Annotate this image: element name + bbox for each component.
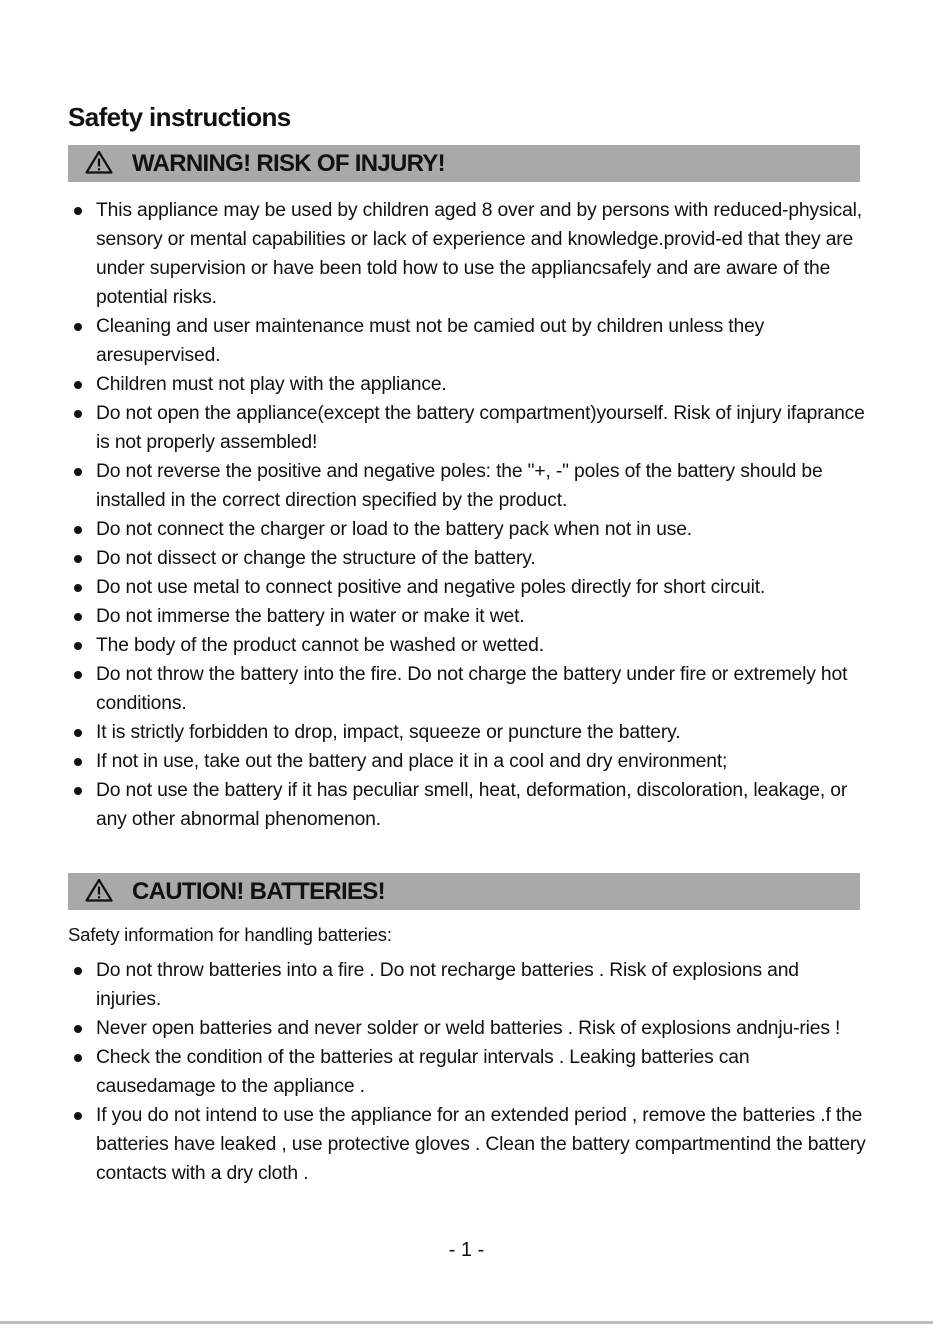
list-item bbox=[96, 573, 866, 602]
list-item-text: Do not dissect or change the structure of the battery. bbox=[96, 548, 536, 569]
bullet-dot-icon bbox=[74, 207, 82, 215]
list-item-text: Check the condition of the batteries at regular intervals . Leaking batteries can causedamage to the appliance . bbox=[96, 1047, 750, 1097]
list-item bbox=[96, 515, 866, 544]
list-item bbox=[96, 718, 866, 747]
list-item bbox=[96, 660, 866, 718]
bullet-dot-icon bbox=[74, 1112, 82, 1120]
caution-heading: CAUTION! BATTERIES! bbox=[132, 878, 385, 905]
list-item-text: Do not reverse the positive and negative poles: the "+, -" poles of the battery should be installed in the correct direction specified by the product. bbox=[96, 461, 823, 511]
bullet-dot-icon bbox=[74, 671, 82, 679]
list-item-text: Do not immerse the battery in water or make it wet. bbox=[96, 606, 525, 627]
bullet-dot-icon bbox=[74, 381, 82, 389]
page-title: Safety instructions bbox=[68, 102, 291, 132]
list-item bbox=[96, 1014, 866, 1043]
list-item bbox=[96, 1101, 866, 1188]
bullet-dot-icon bbox=[74, 468, 82, 476]
bullet-dot-icon bbox=[74, 555, 82, 563]
warning-banner bbox=[68, 145, 860, 182]
bullet-dot-icon bbox=[74, 584, 82, 592]
bullet-dot-icon bbox=[74, 758, 82, 766]
list-item bbox=[96, 544, 866, 573]
list-item bbox=[96, 747, 866, 776]
list-item-text: Children must not play with the appliance. bbox=[96, 374, 447, 395]
list-item-text: Do not connect the charger or load to the battery pack when not in use. bbox=[96, 519, 693, 540]
list-item-text: Do not use metal to connect positive and negative poles directly for short circuit. bbox=[96, 577, 766, 598]
list-item-text: Do not open the appliance(except the battery compartment)yourself. Risk of injury ifaprance is not properly assembled! bbox=[96, 403, 865, 453]
bullet-dot-icon bbox=[74, 1025, 82, 1033]
list-item-text: It is strictly forbidden to drop, impact, squeeze or puncture the battery. bbox=[96, 722, 681, 743]
bullet-dot-icon bbox=[74, 967, 82, 975]
list-item bbox=[96, 631, 866, 660]
list-item bbox=[96, 312, 866, 370]
warning-heading: WARNING! RISK OF INJURY! bbox=[132, 150, 445, 177]
list-item-text: The body of the product cannot be washed or wetted. bbox=[96, 635, 544, 656]
list-item bbox=[96, 399, 866, 457]
warning-list bbox=[96, 196, 866, 834]
list-item-text: If not in use, take out the battery and place it in a cool and dry environment; bbox=[96, 751, 728, 772]
list-item bbox=[96, 602, 866, 631]
bullet-dot-icon bbox=[74, 323, 82, 331]
list-item-text: Do not use the battery if it has peculiar smell, heat, deformation, discoloration, leakage, or any other abnormal phenomenon. bbox=[96, 780, 848, 830]
bullet-dot-icon bbox=[74, 642, 82, 650]
list-item bbox=[96, 956, 866, 1014]
bullet-dot-icon bbox=[74, 613, 82, 621]
list-item-text: Do not throw batteries into a fire . Do not recharge batteries . Risk of explosions and injuries. bbox=[96, 960, 799, 1010]
list-item-text: Cleaning and user maintenance must not be camied out by children unless they aresupervised. bbox=[96, 316, 765, 366]
bullet-dot-icon bbox=[74, 787, 82, 795]
bullet-dot-icon bbox=[74, 1054, 82, 1062]
caution-banner bbox=[68, 873, 860, 910]
list-item bbox=[96, 776, 866, 834]
bullet-dot-icon bbox=[74, 729, 82, 737]
list-item bbox=[96, 1043, 866, 1101]
page-number: - 1 - bbox=[448, 1239, 485, 1261]
list-item-text: If you do not intend to use the appliance for an extended period , remove the batteries .f the batteries have leaked , use protective gloves . Clean the battery compartmentind the battery contacts with a dry cloth . bbox=[96, 1105, 866, 1184]
bullet-dot-icon bbox=[74, 526, 82, 534]
list-item-text: Never open batteries and never solder or weld batteries . Risk of explosions andnju-ries ! bbox=[96, 1018, 841, 1039]
bullet-dot-icon bbox=[74, 410, 82, 418]
warning-triangle-icon bbox=[84, 149, 114, 175]
list-item-text: Do not throw the battery into the fire. Do not charge the battery under fire or extremely hot conditions. bbox=[96, 664, 848, 714]
list-item-text: This appliance may be used by children aged 8 over and by persons with reduced-physical, sensory or mental capabilities or lack of experience and knowledge.provid-ed that they are under supervision or have been told how to use the appliancsafely and are aware of the potential risks. bbox=[96, 200, 862, 308]
list-item bbox=[96, 370, 866, 399]
caution-subheading: Safety information for handling batteries: bbox=[68, 924, 392, 945]
caution-list bbox=[96, 956, 866, 1188]
warning-triangle-icon bbox=[84, 877, 114, 903]
list-item bbox=[96, 196, 866, 312]
list-item bbox=[96, 457, 866, 515]
